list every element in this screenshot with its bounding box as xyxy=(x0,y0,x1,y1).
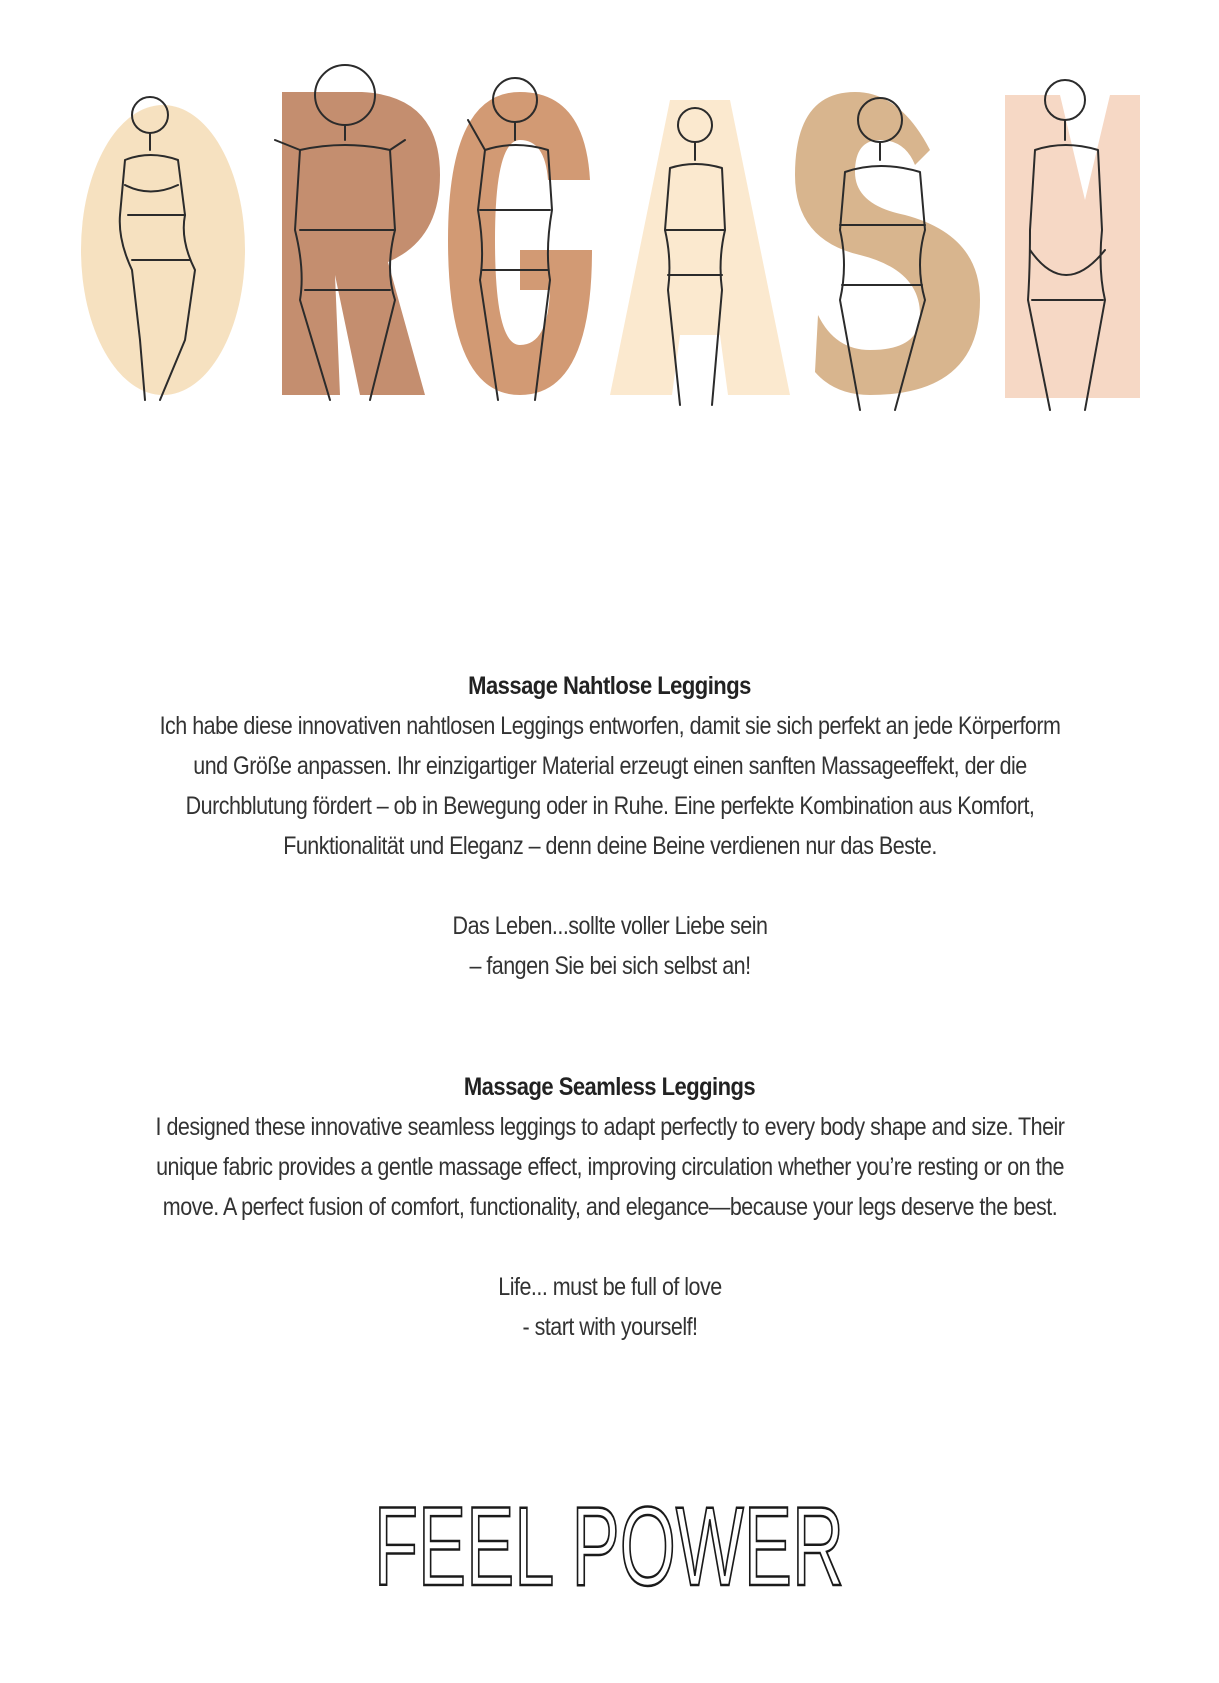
german-motto xyxy=(145,906,1074,986)
footer-title-text: FEEL POWER xyxy=(374,1485,844,1605)
english-line-2: unique fabric provides a gentle massage effect, improving circulation whether you’re resting or on the xyxy=(155,1153,1064,1181)
letter-g-shape xyxy=(448,92,592,395)
hero-letters-svg xyxy=(0,0,1219,460)
letter-m-shape xyxy=(1005,95,1140,398)
german-paragraph xyxy=(145,706,1074,866)
hero-illustration xyxy=(0,0,1219,460)
german-section xyxy=(0,666,1219,986)
english-motto xyxy=(145,1267,1074,1347)
german-motto-line-2: – fangen Sie bei sich selbst an! xyxy=(468,952,751,980)
english-motto-line-1: Life... must be full of love xyxy=(497,1273,722,1301)
footer-title-svg xyxy=(0,1485,1219,1605)
german-motto-line-1: Das Leben...sollte voller Liebe sein xyxy=(452,912,767,940)
german-line-2: und Größe anpassen. Ihr einzigartiger Material erzeugt einen sanften Massageeffekt, der die xyxy=(192,752,1027,780)
letter-a-shape xyxy=(610,100,790,395)
german-heading: Massage Nahtlose Leggings xyxy=(468,672,751,700)
german-line-1: Ich habe diese innovativen nahtlosen Leggings entworfen, damit sie sich perfekt an jede Körperform xyxy=(159,712,1060,740)
letter-r-shape xyxy=(282,92,440,395)
letter-o-shape xyxy=(81,105,245,395)
english-line-1: I designed these innovative seamless leggings to adapt perfectly to every body shape and size. Their xyxy=(155,1113,1064,1141)
english-paragraph xyxy=(145,1107,1074,1227)
english-heading: Massage Seamless Leggings xyxy=(463,1073,756,1101)
english-section xyxy=(0,1067,1219,1347)
english-line-3: move. A perfect fusion of comfort, functionality, and elegance—because your legs deserve the best. xyxy=(162,1193,1057,1221)
footer-title xyxy=(0,1485,1219,1605)
letter-s-shape xyxy=(795,92,980,395)
english-motto-line-2: - start with yourself! xyxy=(521,1313,698,1341)
german-line-3: Durchblutung fördert – ob in Bewegung oder in Ruhe. Eine perfekte Kombination aus Komfort, xyxy=(185,792,1034,820)
german-line-4: Funktionalität und Eleganz – denn deine Beine verdienen nur das Beste. xyxy=(282,832,937,860)
